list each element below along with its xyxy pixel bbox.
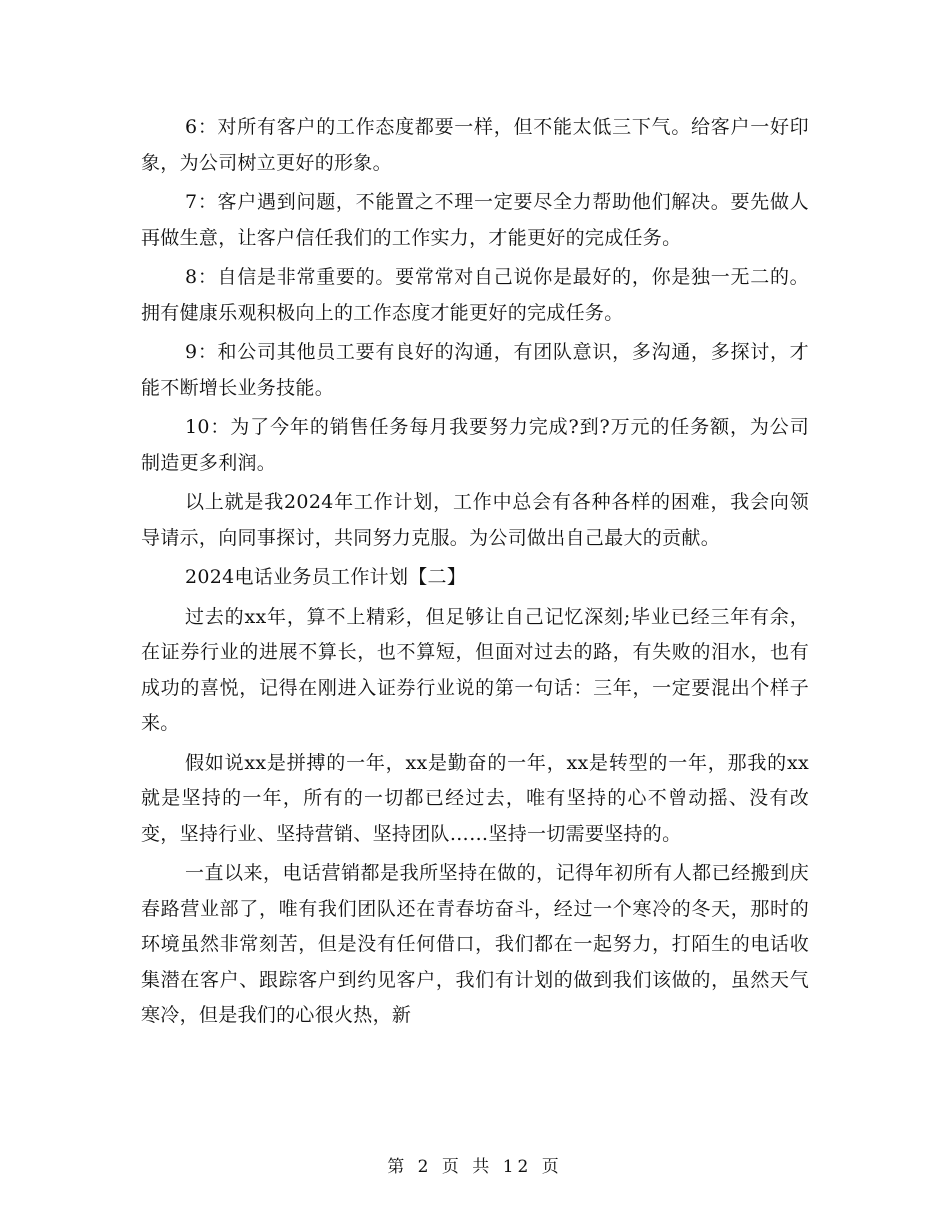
page-number-footer: 第 2 页 共 12 页 <box>387 1157 563 1177</box>
section-heading: 2024电话业务员工作计划【二】 <box>185 566 467 588</box>
paragraph-item-10: 10：为了今年的销售任务每月我要努力完成?到?万元的任务额，为公司制造更多利润。 <box>141 416 809 474</box>
paragraph-item-7: 7：客户遇到问题，不能置之不理一定要尽全力帮助他们解决。要先做人再做生意，让客户信任我们的工作实力，才能更好的完成任务。 <box>141 191 809 249</box>
paragraph-item-6: 6：对所有客户的工作态度都要一样，但不能太低三下气。给客户一好印象，为公司树立更好的形象。 <box>141 116 809 174</box>
paragraph-summary: 以上就是我2024年工作计划，工作中总会有各种各样的困难，我会向领导请示，向同事探讨，共同努力克服。为公司做出自己最大的贡献。 <box>141 491 809 549</box>
paragraph-past-year: 过去的xx年，算不上精彩，但足够让自己记忆深刻;毕业已经三年有余，在证券行业的进展不算长，也不算短，但面对过去的路，有失败的泪水，也有成功的喜悦，记得在刚进入证券行业说的第一句话：三年，一定要混出个样子来。 <box>141 605 809 734</box>
paragraph-phone-sales: 一直以来，电话营销都是我所坚持在做的，记得年初所有人都已经搬到庆春路营业部了，唯有我们团队还在青春坊奋斗，经过一个寒冷的冬天，那时的环境虽然非常刻苦，但是没有任何借口，我们都在一起努力，打陌生的电话收集潜在客户、跟踪客户到约见客户，我们有计划的做到我们该做的，虽然天气寒冷，但是我们的心很火热，新 <box>141 862 809 1026</box>
paragraph-item-9: 9：和公司其他员工要有良好的沟通，有团队意识，多沟通，多探讨，才能不断增长业务技能。 <box>141 341 809 399</box>
document-body <box>141 110 809 1038</box>
paragraph-persistence: 假如说xx是拼搏的一年，xx是勤奋的一年，xx是转型的一年，那我的xx就是坚持的一年，所有的一切都已经过去，唯有坚持的心不曾动摇、没有改变，坚持行业、坚持营销、坚持团队……坚持一切需要坚持的。 <box>141 751 809 845</box>
paragraph-item-8: 8：自信是非常重要的。要常常对自己说你是最好的，你是独一无二的。拥有健康乐观积极向上的工作态度才能更好的完成任务。 <box>141 266 809 324</box>
